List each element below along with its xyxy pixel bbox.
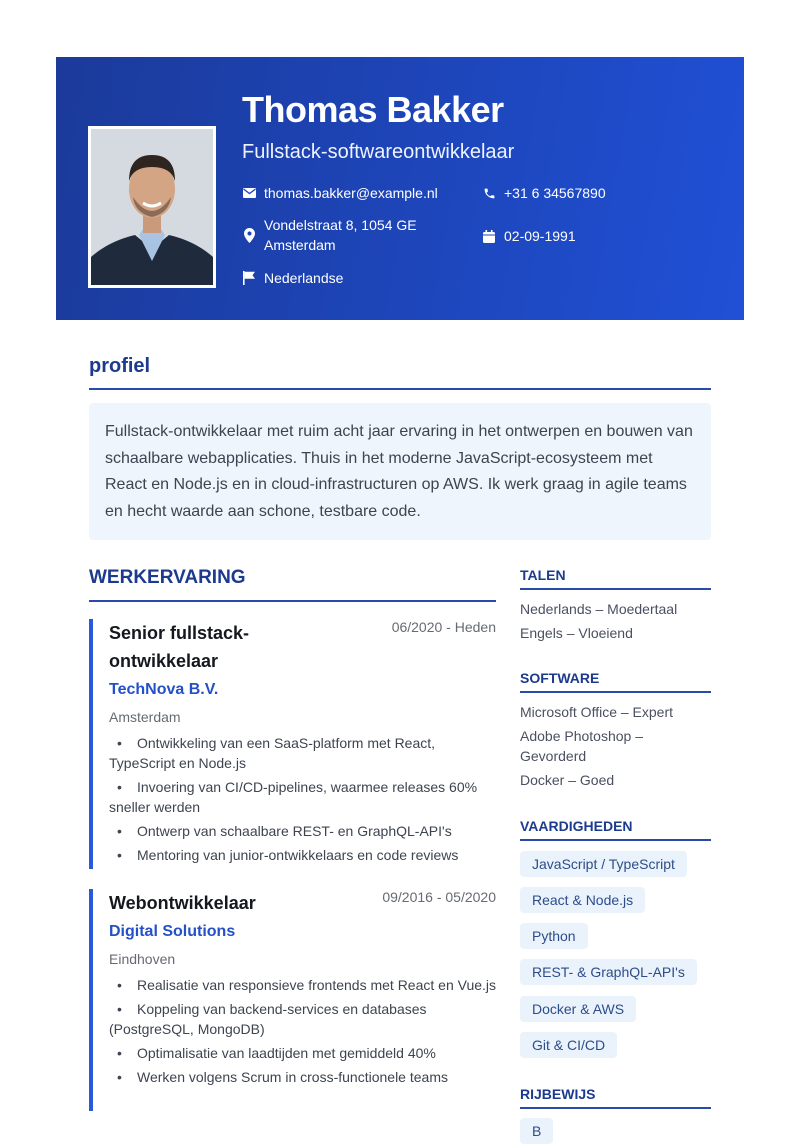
job-bullets	[109, 733, 496, 865]
job-bullet: • Realisatie van responsieve frontends met React en Vue.js	[109, 975, 496, 995]
language-item: Nederlands – Moedertaal	[520, 601, 678, 617]
profile-summary	[89, 403, 711, 540]
license-heading: RIJBEWIJS	[520, 1086, 596, 1102]
job-bullet: • Ontwikkeling van een SaaS-platform met React, TypeScript en Node.js	[109, 733, 496, 773]
skill-tag: React & Node.js	[520, 887, 645, 913]
profile-divider	[89, 388, 711, 390]
software-item: Adobe Photoshop – Gevorderd	[520, 728, 643, 764]
person-name: Thomas Bakker	[242, 89, 504, 130]
language-item: Engels – Vloeiend	[520, 625, 633, 641]
job-bullet: • Invoering van CI/CD-pipelines, waarmee releases 60% sneller werden	[109, 777, 496, 817]
job-title: Fullstack-softwareontwikkelaar	[242, 141, 515, 163]
skill-tag: Python	[520, 923, 588, 949]
job-bullet: • Werken volgens Scrum in cross-functionele teams	[109, 1067, 496, 1087]
contact-nationality	[242, 268, 343, 288]
calendar-icon	[482, 226, 496, 246]
contact-address	[242, 215, 432, 255]
birthdate-text: 02-09-1991	[504, 228, 576, 244]
skill-tag: Git & CI/CD	[520, 1032, 617, 1058]
software-item: Microsoft Office – Expert	[520, 704, 674, 720]
flag-icon	[242, 268, 256, 288]
software-divider	[520, 691, 711, 693]
job-period: 06/2020 - Heden	[391, 619, 496, 635]
job-city: Eindhoven	[109, 951, 176, 967]
job-company: TechNova B.V.	[109, 681, 219, 698]
job-role: Senior fullstack-ontwikkelaar	[109, 623, 250, 671]
skills-heading: VAARDIGHEDEN	[520, 818, 633, 834]
job-entry	[89, 889, 496, 1111]
job-period: 09/2016 - 05/2020	[382, 889, 496, 905]
profile-text: Fullstack-ontwikkelaar met ruim acht jaar ervaring in het ontwerpen en bouwen van schaalbare webapplicaties. Thuis in het moderne JavaScript-ecosysteem met React en Node.js en in cloud-infrastructuren op AWS. Ik werk graag in agile teams en hecht waarde aan schone, testbare code.	[105, 423, 693, 520]
profile-photo	[88, 126, 216, 288]
email-text: thomas.bakker@example.nl	[264, 185, 438, 201]
software-list	[520, 702, 674, 794]
job-bullet: • Koppeling van backend-services en databases (PostgreSQL, MongoDB)	[109, 999, 496, 1039]
skill-tag: REST- & GraphQL-API's	[520, 959, 697, 985]
job-city: Amsterdam	[109, 709, 181, 725]
software-item: Docker – Goed	[520, 772, 615, 788]
languages-heading: TALEN	[520, 567, 566, 583]
languages-divider	[520, 588, 711, 590]
software-heading: SOFTWARE	[520, 670, 600, 686]
profile-heading: profiel	[89, 355, 151, 377]
job-bullet: • Optimalisatie van laadtijden met gemiddeld 40%	[109, 1043, 496, 1063]
contact-birthdate	[482, 226, 576, 246]
skills-divider	[520, 839, 711, 841]
job-bullet: • Ontwerp van schaalbare REST- en GraphQL-API's	[109, 821, 496, 841]
experience-heading: WERKERVARING	[89, 567, 246, 588]
skill-tag: Docker & AWS	[520, 996, 636, 1022]
skill-tag: JavaScript / TypeScript	[520, 851, 687, 877]
phone-text: +31 6 34567890	[504, 185, 606, 201]
experience-divider	[89, 600, 496, 602]
job-company: Digital Solutions	[109, 923, 236, 940]
phone-icon	[482, 183, 496, 203]
license-tag: B	[520, 1118, 553, 1144]
job-bullet: • Mentoring van junior-ontwikkelaars en code reviews	[109, 845, 496, 865]
job-entry	[89, 619, 496, 869]
job-role: Webontwikkelaar	[109, 893, 256, 913]
contact-email[interactable]	[242, 183, 438, 203]
languages-list	[520, 599, 710, 647]
nationality-text: Nederlandse	[264, 270, 344, 286]
address-text: Vondelstraat 8, 1054 GE Amsterdam	[264, 217, 417, 253]
map-pin-icon	[242, 215, 256, 255]
contact-phone[interactable]	[482, 183, 606, 203]
cv-header	[56, 57, 744, 320]
job-bullets	[109, 975, 496, 1087]
envelope-icon	[242, 183, 256, 203]
license-divider	[520, 1107, 711, 1109]
